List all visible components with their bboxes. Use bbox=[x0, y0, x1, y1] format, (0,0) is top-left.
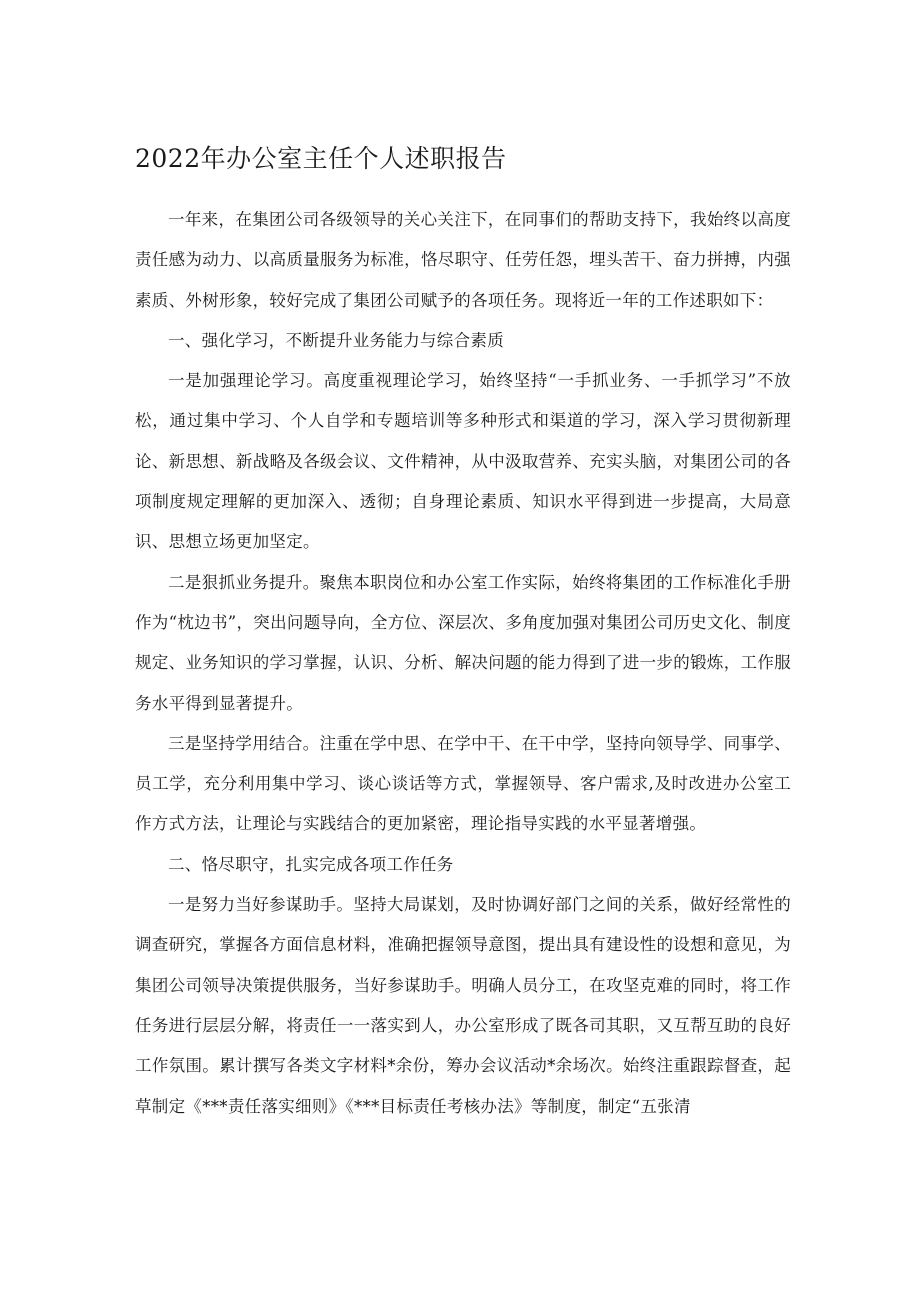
section-heading-2: 二、恪尽职守，扎实完成各项工作任务 bbox=[168, 854, 454, 874]
section-heading-1: 一、强化学习，不断提升业务能力与综合素质 bbox=[168, 330, 504, 350]
paragraph-theory-study: 一是加强理论学习。高度重视理论学习，始终坚持“一手抓业务、一手抓学习”不放松，通过集中学习、个人自学和专题培训等多种形式和渠道的学习，深入学习贯彻新理论、新思想、新战略及各级会议、文件精神，从中汲取营养、充实头脑，对集团公司的各项制度规定理解的更加深入、透彻；自身理论素质、知识水平得到进一步提高，大局意识、思想立场更加坚定。 bbox=[135, 371, 791, 552]
document-title: 2022年办公室主任个人述职报告 bbox=[135, 144, 507, 173]
paragraph-learning-application: 三是坚持学用结合。注重在学中思、在学中干、在干中学，坚持向领导学、同事学、员工学，充分利用集中学习、谈心谈话等方式，掌握领导、客户需求,及时改进办公室工作方式方法，让理论与实践结合的更加紧密，理论指导实践的水平显著增强。 bbox=[135, 733, 791, 834]
paragraph-business-improvement: 二是狠抓业务提升。聚焦本职岗位和办公室工作实际，始终将集团的工作标准化手册作为“枕边书”，突出问题导向，全方位、深层次、多角度加强对集团公司历史文化、制度规定、业务知识的学习掌握，认识、分析、解决问题的能力得到了进一步的锻炼，工作服务水平得到显著提升。 bbox=[135, 572, 791, 713]
paragraph-advisor-role: 一是努力当好参谋助手。坚持大局谋划，及时协调好部门之间的关系，做好经常性的调查研究，掌握各方面信息材料，准确把握领导意图，提出具有建设性的设想和意见，为集团公司领导决策提供服务，当好参谋助手。明确人员分工，在攻坚克难的同时，将工作任务进行层层分解，将责任一一落实到人，办公室形成了既各司其职，又互帮互助的良好工作氛围。累计撰写各类文字材料*余份，筹办会议活动*余场次。始终注重跟踪督查，起草制定《***责任落实细则》《***目标责任考核办法》等制度，制定“五张清 bbox=[135, 895, 791, 1116]
document-body bbox=[135, 200, 791, 1127]
paragraph-intro: 一年来，在集团公司各级领导的关心关注下，在同事们的帮助支持下，我始终以高度责任感为动力、以高质量服务为标准，恪尽职守、任劳任怨，埋头苦干、奋力拼搏，内强素质、外树形象，较好完成了集团公司赋予的各项任务。现将近一年的工作述职如下： bbox=[135, 210, 791, 310]
